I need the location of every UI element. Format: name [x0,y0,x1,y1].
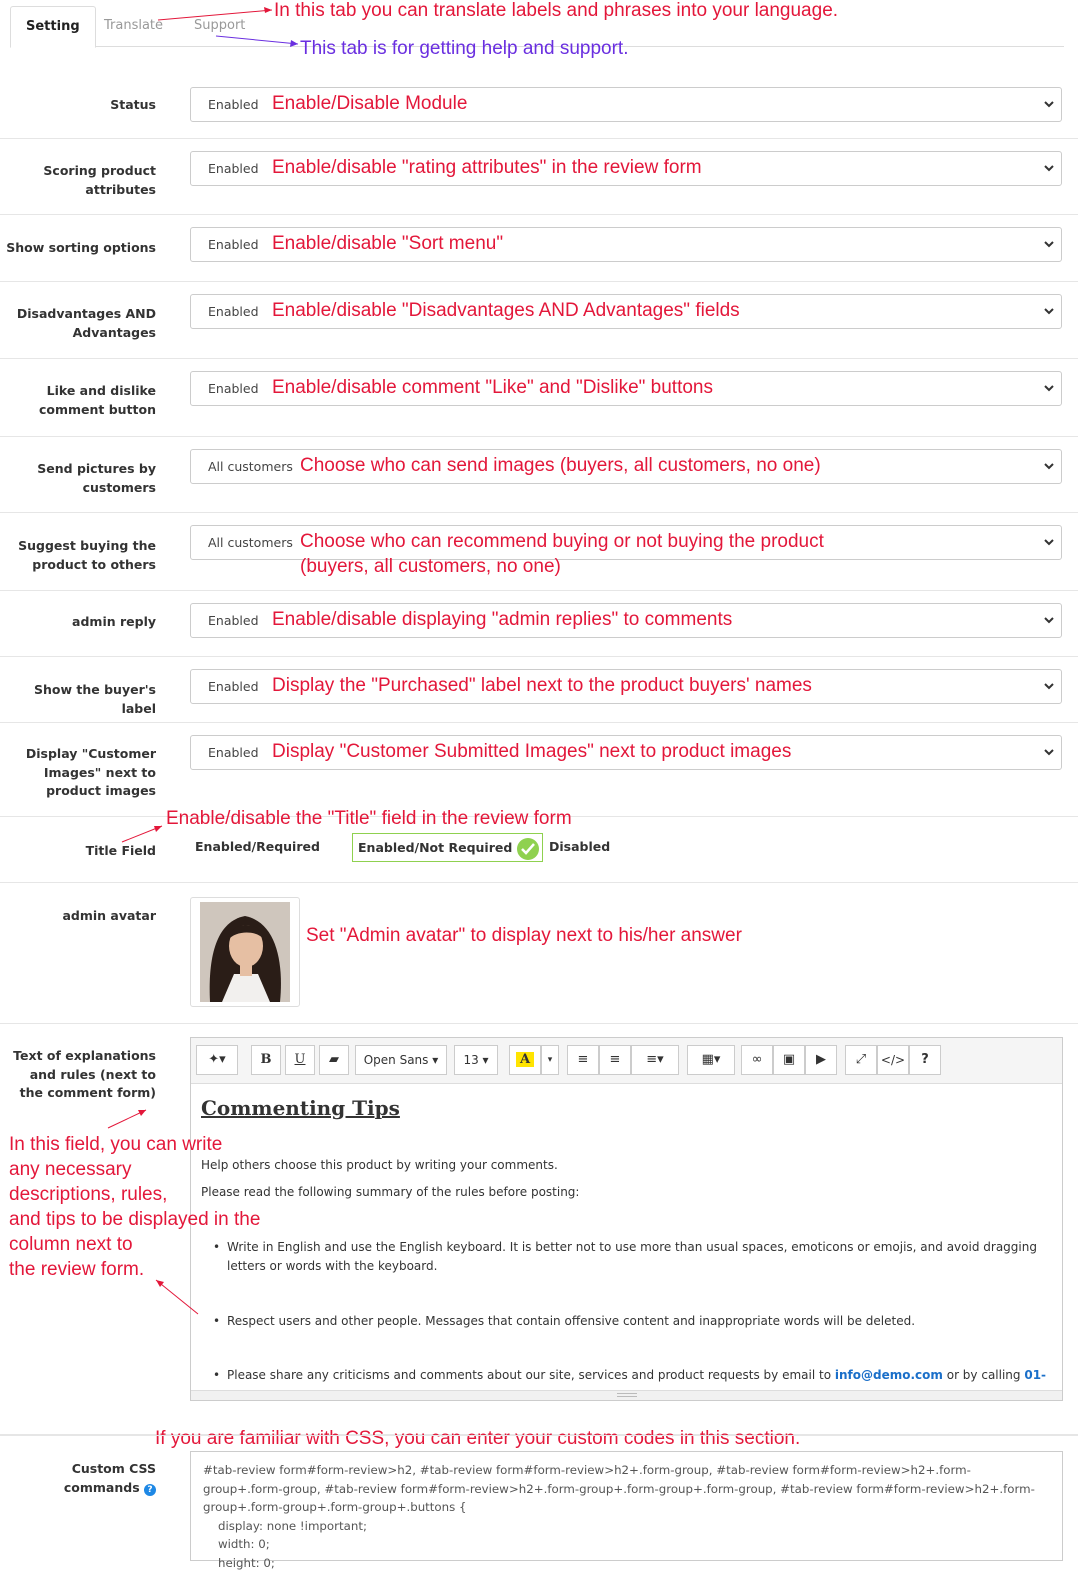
title-option-required[interactable]: Enabled/Required [195,839,320,854]
email-link[interactable]: info@demo.com [834,1368,943,1382]
setting-label: Display "Customer Images" next to product images [25,746,156,798]
chevron-down-icon [1042,381,1056,395]
setting-label: Like and dislike comment button [38,383,156,417]
annotation-arrow-title [118,822,168,846]
custom-css-textarea[interactable]: #tab-review form#form-review>h2, #tab-review form#form-review>h2+.form-group, #tab-review form#form-review>h2+.form-group+.form-group, #tab-review form#form-review>h2+.form-group+.form-group+.form-group, #tab-review form#form-review>h2+.form-group+.form-group+.form-group+.buttons { display: none !important; width: 0; height: 0; [190,1451,1063,1561]
setting-select-value: Enabled [208,381,259,396]
setting-row [0,139,1078,215]
chevron-down-icon [1042,679,1056,693]
title-option-not-required[interactable] [352,833,543,862]
annotation-setting: Enable/disable comment "Like" and "Dislike" buttons [272,377,713,398]
setting-select-value: Enabled [208,97,259,112]
content-paragraph-1: Help others choose this product by writing your comments. [201,1158,558,1172]
custom-css-label-text: Custom CSS commands [63,1461,156,1495]
annotation-setting: Enable/Disable Module [272,93,468,114]
setting-label: Disadvantages AND Advantages [16,306,156,340]
rich-text-editor [190,1037,1063,1401]
chevron-down-icon [1042,745,1056,759]
content-bullet-2: • Respect users and other people. Messages that contain offensive content and inappropriate words will be deleted. [227,1312,1047,1331]
annotation-setting: Choose who can recommend buying or not buying the product [300,531,824,552]
underline-button[interactable]: U [285,1045,315,1075]
annotation-setting: Enable/disable "Sort menu" [272,233,504,254]
admin-avatar-label: admin avatar [62,908,156,923]
video-icon[interactable]: ▶ [805,1045,837,1075]
tab-support[interactable]: Support [194,18,246,33]
image-icon[interactable]: ▣ [773,1045,805,1075]
chevron-down-icon [1042,535,1056,549]
admin-avatar-row [0,883,1078,1024]
title-field-label: Title Field [85,843,156,858]
tab-setting[interactable]: Setting [10,6,96,48]
editor-resize-handle[interactable] [191,1390,1062,1400]
question-circle-icon[interactable]: ? [144,1484,156,1496]
tab-translate[interactable]: Translate [104,18,164,33]
code-view-icon[interactable]: </> [877,1045,909,1075]
annotation-setting: Enable/disable "Disadvantages AND Advantages" fields [272,300,740,321]
link-icon[interactable]: ∞ [741,1045,773,1075]
chevron-down-icon [1042,613,1056,627]
annotation-text-line-4: and tips to be displayed in the [9,1209,261,1230]
setting-row [0,723,1078,817]
setting-row [0,215,1078,282]
content-paragraph-2: Please read the following summary of the rules before posting: [201,1185,580,1199]
setting-row [0,513,1078,591]
text-color-button[interactable] [509,1045,541,1075]
setting-row [0,437,1078,513]
chevron-down-icon [1042,161,1056,175]
setting-select-value: All customers [208,459,293,474]
avatar-image [200,902,290,1002]
annotation-setting: Enable/disable "rating attributes" in the review form [272,157,702,178]
setting-select-value: Enabled [208,679,259,694]
fullscreen-icon[interactable]: ⤢ [845,1045,877,1075]
title-option-disabled[interactable]: Disabled [549,839,611,854]
color-dropdown-button[interactable]: ▾ [541,1045,559,1075]
font-size-select[interactable]: 13 ▾ [454,1045,498,1075]
annotation-setting: Choose who can send images (buyers, all customers, no one) [300,455,821,476]
admin-avatar-thumbnail[interactable] [190,897,300,1007]
setting-select-value: All customers [208,535,293,550]
check-circle-icon [517,838,539,860]
setting-label: admin reply [72,614,156,629]
setting-row [0,75,1078,139]
setting-select-value: Enabled [208,745,259,760]
setting-select-value: Enabled [208,237,259,252]
chevron-down-icon [1042,304,1056,318]
table-icon[interactable]: ▦▾ [687,1045,735,1075]
eraser-icon[interactable]: ▰ [319,1045,349,1075]
font-size-value: 13 [463,1053,479,1067]
setting-label: Show sorting options [6,240,156,255]
font-family-value: Open Sans [363,1053,429,1067]
setting-label: Show the buyer's label [34,682,156,716]
setting-row [0,591,1078,657]
bold-button[interactable]: B [251,1045,281,1075]
align-icon[interactable]: ≡▾ [631,1045,679,1075]
title-option-not-required-label: Enabled/Not Required [358,840,513,855]
setting-label: Send pictures by customers [37,461,156,495]
setting-select-value: Enabled [208,161,259,176]
content-heading: Commenting Tips [201,1096,400,1120]
setting-row [0,282,1078,359]
annotation-setting: Display the "Purchased" label next to the product buyers' names [272,675,812,696]
annotation-text-line-6: the review form. [9,1259,145,1280]
annotation-support: This tab is for getting help and support. [300,38,629,59]
annotation-setting-line-2: (buyers, all customers, no one) [300,556,561,577]
setting-select-value: Enabled [208,304,259,319]
font-family-select[interactable]: Open Sans ▾ [355,1045,447,1075]
setting-label: Status [110,97,156,112]
content-bullet-3 [227,1366,1047,1385]
setting-row [0,359,1078,437]
annotation-css: If you are familiar with CSS, you can enter your custom codes in this section. [155,1428,801,1449]
chevron-down-icon [1042,237,1056,251]
annotation-text-line-5: column next to [9,1234,133,1255]
custom-css-label [0,1460,156,1497]
phone-text: 01- [1024,1368,1047,1382]
setting-label: Suggest buying the product to others [18,538,156,572]
annotation-text-line-3: descriptions, rules, [9,1184,168,1205]
annotation-text-line-2: any necessary [9,1159,132,1180]
help-icon[interactable]: ? [909,1045,941,1075]
annotation-setting: Display "Customer Submitted Images" next to product images [272,741,792,762]
ordered-list-icon[interactable]: ≡ [599,1045,631,1075]
setting-label: Scoring product attributes [43,163,156,197]
annotation-setting: Enable/disable displaying "admin replies" to comments [272,609,733,630]
annotation-avatar: Set "Admin avatar" to display next to his/her answer [306,925,742,946]
bullet-3-after-email: or by calling [942,1368,1025,1382]
annotation-arrows-tabs [150,2,310,48]
unordered-list-icon[interactable]: ≡ [567,1045,599,1075]
chevron-down-icon [1042,97,1056,111]
explanations-label: Text of explanations and rules (next to the comment form) [13,1048,156,1100]
chevron-down-icon [1042,459,1056,473]
setting-select-value: Enabled [208,613,259,628]
annotation-title-field: Enable/disable the "Title" field in the review form [166,808,572,829]
magic-wand-icon[interactable]: ✦▾ [196,1045,238,1075]
setting-row [0,657,1078,723]
editor-toolbar [191,1038,1062,1084]
highlight-a-icon: A [516,1052,534,1067]
annotation-text-line-1: In this field, you can write [9,1134,223,1155]
bullet-3-text: Please share any criticisms and comments about our site, services and product requests by email to [227,1368,832,1382]
content-bullet-1: • Write in English and use the English keyboard. It is better not to use more than usual spaces, emoticons or emojis, and avoid dragging letters or words with the keyboard. [227,1238,1047,1276]
annotation-translate: In this tab you can translate labels and phrases into your language. [274,0,839,21]
annotation-arrows-text [100,1106,210,1318]
